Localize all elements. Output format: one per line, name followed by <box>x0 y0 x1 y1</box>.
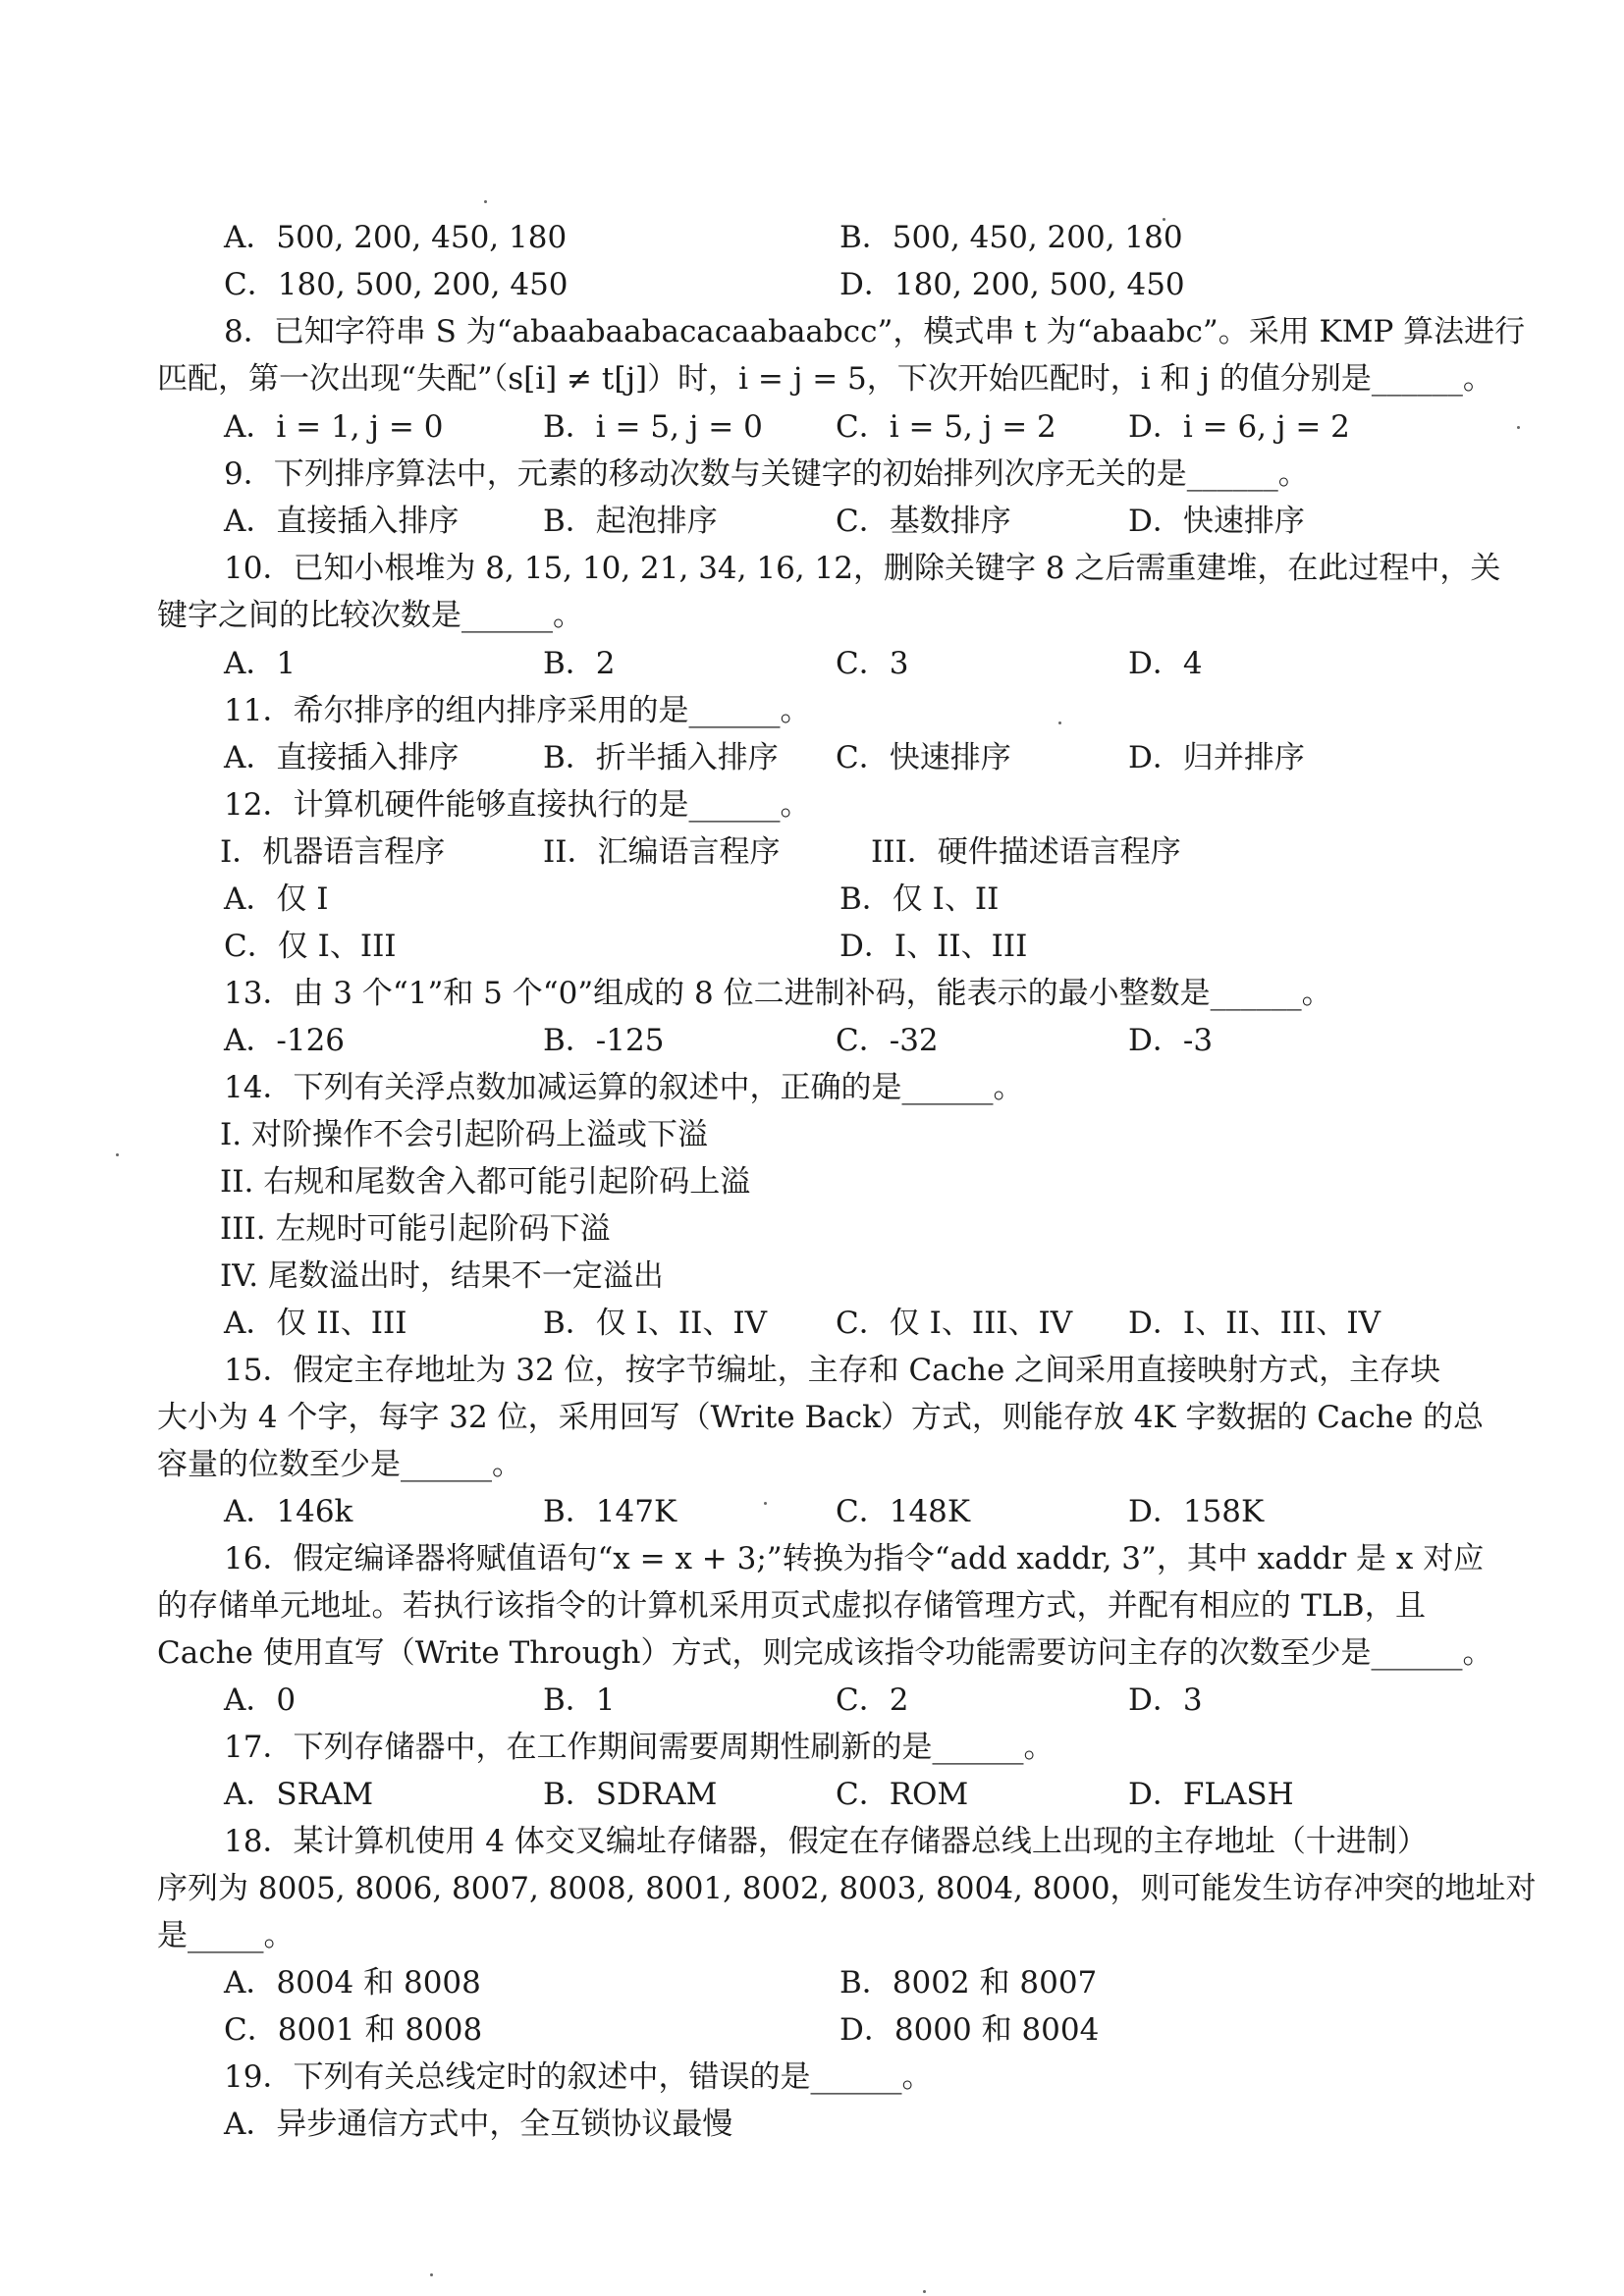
answer-option: B．折半插入排序 <box>543 740 779 775</box>
answer-option: C．i = 5, j = 2 <box>836 409 1056 445</box>
answer-option: A．-126 <box>224 1023 346 1058</box>
question-text-continued: 的存储单元地址。若执行该指令的计算机采用页式虚拟存储管理方式，并配有相应的 TLB，且 <box>157 1588 1427 1624</box>
question-text-continued: 是_____。 <box>157 1918 295 1953</box>
answer-option: D．归并排序 <box>1128 740 1305 775</box>
question-text: 11．希尔排序的组内排序采用的是______。 <box>224 693 811 728</box>
question-text-continued: 键字之间的比较次数是______。 <box>157 598 583 633</box>
answer-option: D．4 <box>1128 646 1203 681</box>
statement-text: III. 左规时可能引起阶码下溢 <box>220 1211 611 1247</box>
answer-option: D．快速排序 <box>1128 504 1305 539</box>
scan-speck <box>1517 426 1520 429</box>
scan-speck <box>1058 721 1061 724</box>
answer-option: A．仅 II、III <box>224 1306 407 1341</box>
statement-text: II. 右规和尾数舍入都可能引起阶码上溢 <box>220 1164 751 1200</box>
question-text: 13．由 3 个“1”和 5 个“0”组成的 8 位二进制补码，能表示的最小整数是______。 <box>224 976 1332 1011</box>
answer-option: A．SRAM <box>224 1777 374 1812</box>
question-text: 18．某计算机使用 4 体交叉编址存储器，假定在存储器总线上出现的主存地址（十进制） <box>224 1824 1428 1859</box>
answer-option: D．180, 200, 500, 450 <box>839 267 1185 302</box>
answer-option: B．8002 和 8007 <box>839 1965 1098 2001</box>
scan-speck <box>923 2290 926 2293</box>
statement-option: III．硬件描述语言程序 <box>871 834 1181 870</box>
statement-option: I．机器语言程序 <box>220 834 446 870</box>
answer-option: C．仅 I、III <box>224 929 397 964</box>
answer-option: C．仅 I、III、IV <box>836 1306 1073 1341</box>
statement-text: I. 对阶操作不会引起阶码上溢或下溢 <box>220 1117 708 1152</box>
answer-option: D．158K <box>1128 1494 1265 1529</box>
answer-option: B．仅 I、II <box>839 881 1000 917</box>
answer-option: B．147K <box>543 1494 677 1529</box>
answer-option: D．FLASH <box>1128 1777 1294 1812</box>
answer-option: C．基数排序 <box>836 504 1011 539</box>
answer-option: C．3 <box>836 646 909 681</box>
answer-option: B．仅 I、II、IV <box>543 1306 768 1341</box>
answer-option: B．起泡排序 <box>543 504 718 539</box>
scan-speck <box>764 1502 767 1505</box>
question-text: 17．下列存储器中，在工作期间需要周期性刷新的是______。 <box>224 1730 1055 1765</box>
question-text-continued: 序列为 8005, 8006, 8007, 8008, 8001, 8002, 8003, 8004, 8000，则可能发生访存冲突的地址对 <box>157 1871 1537 1906</box>
answer-option: A．直接插入排序 <box>224 504 460 539</box>
statement-option: II．汇编语言程序 <box>543 834 781 870</box>
answer-option: B．2 <box>543 646 616 681</box>
scan-speck <box>116 1153 119 1156</box>
answer-option: A．146k <box>224 1494 353 1529</box>
statement-text: IV. 尾数溢出时，结果不一定溢出 <box>220 1258 664 1294</box>
question-text: 10．已知小根堆为 8, 15, 10, 21, 34, 16, 12，删除关键字 8 之后需重建堆，在此过程中，关 <box>224 551 1501 586</box>
question-text: 16．假定编译器将赋值语句“x = x + 3;”转换为指令“add xaddr, 3”，其中 xaddr 是 x 对应 <box>224 1541 1485 1576</box>
question-text: 14．下列有关浮点数加减运算的叙述中，正确的是______。 <box>224 1070 1024 1105</box>
answer-option: B．1 <box>543 1682 616 1718</box>
answer-option: C．8001 和 8008 <box>224 2012 483 2048</box>
answer-option: D．-3 <box>1128 1023 1214 1058</box>
statement-text: A．异步通信方式中，全互锁协议最慢 <box>224 2107 733 2142</box>
scan-speck <box>430 2273 433 2276</box>
answer-option: D．i = 6, j = 2 <box>1128 409 1350 445</box>
answer-option: C．快速排序 <box>836 740 1011 775</box>
answer-option: A．1 <box>224 646 297 681</box>
answer-option: A．8004 和 8008 <box>224 1965 481 2001</box>
answer-option: A．i = 1, j = 0 <box>224 409 444 445</box>
question-text-continued: 容量的位数至少是______。 <box>157 1447 522 1482</box>
statement-text: 19．下列有关总线定时的叙述中，错误的是______。 <box>224 2059 933 2095</box>
question-text-continued: 大小为 4 个字，每字 32 位，采用回写（Write Back）方式，则能存放 4K 字数据的 Cache 的总 <box>157 1400 1485 1435</box>
answer-option: B．i = 5, j = 0 <box>543 409 763 445</box>
answer-option: B．SDRAM <box>543 1777 718 1812</box>
scan-speck <box>484 200 487 203</box>
question-text: 8．已知字符串 S 为“abaabaabacacaabaabcc”，模式串 t 为“abaabc”。采用 KMP 算法进行 <box>224 314 1526 349</box>
answer-option: A．500, 200, 450, 180 <box>224 220 568 255</box>
question-text: 12．计算机硬件能够直接执行的是______。 <box>224 787 811 823</box>
answer-option: D．3 <box>1128 1682 1203 1718</box>
answer-option: C．ROM <box>836 1777 969 1812</box>
answer-option: D．I、II、III <box>839 929 1028 964</box>
answer-option: C．-32 <box>836 1023 939 1058</box>
answer-option: A．直接插入排序 <box>224 740 460 775</box>
answer-option: B．-125 <box>543 1023 665 1058</box>
answer-option: D．I、II、III、IV <box>1128 1306 1380 1341</box>
answer-option: B．500, 450, 200, 180 <box>839 220 1183 255</box>
answer-option: A．仅 I <box>224 881 329 917</box>
question-text: 9．下列排序算法中，元素的移动次数与关键字的初始排列次序无关的是______。 <box>224 456 1309 492</box>
question-text-continued: Cache 使用直写（Write Through）方式，则完成该指令功能需要访问主存的次数至少是______。 <box>157 1635 1493 1671</box>
answer-option: A．0 <box>224 1682 297 1718</box>
question-text-continued: 匹配，第一次出现“失配”（s[i] ≠ t[j]）时，i = j = 5，下次开始匹配时，i 和 j 的值分别是______。 <box>157 361 1493 397</box>
question-text: 15．假定主存地址为 32 位，按字节编址，主存和 Cache 之间采用直接映射方式，主存块 <box>224 1353 1441 1388</box>
answer-option: C．2 <box>836 1682 909 1718</box>
answer-option: C．148K <box>836 1494 971 1529</box>
answer-option: D．8000 和 8004 <box>839 2012 1100 2048</box>
answer-option: C．180, 500, 200, 450 <box>224 267 568 302</box>
